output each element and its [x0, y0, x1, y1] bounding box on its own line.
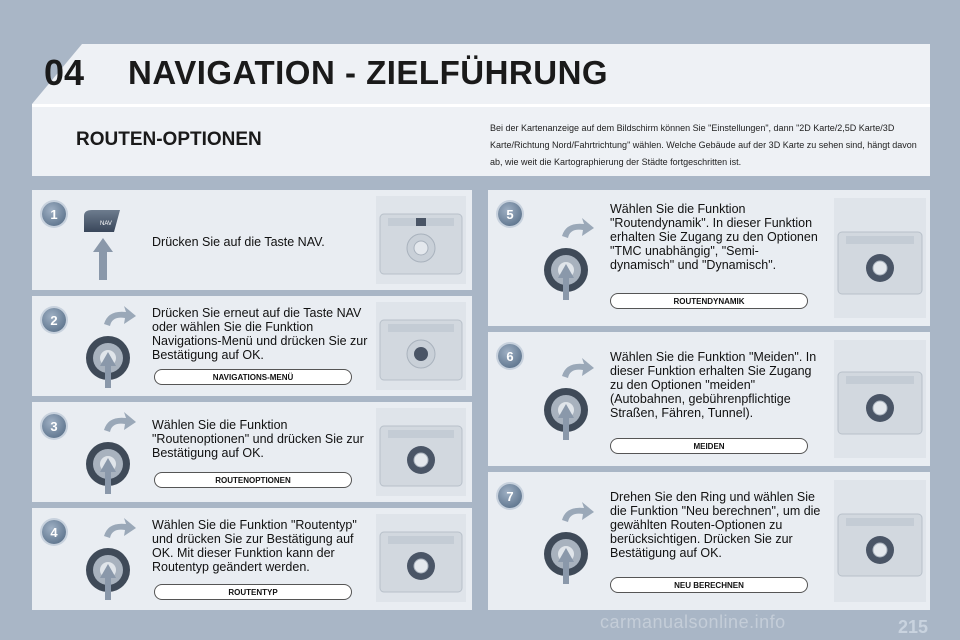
- header-divider: [32, 104, 930, 107]
- menu-label: ROUTENOPTIONEN: [154, 472, 352, 488]
- step-text: Drücken Sie auf die Taste NAV.: [152, 235, 325, 249]
- step-text: Wählen Sie die Funktion "Routentyp" und drücken Sie zur Bestätigung auf OK. Mit dieser Funktion kann der Routentyp geändert werden.: [152, 518, 357, 574]
- radio-panel-icon: [834, 340, 926, 458]
- step-7: [488, 472, 930, 610]
- radio-panel-icon: [834, 198, 926, 318]
- step-number: 1: [42, 202, 66, 226]
- rotary-knob-icon: [82, 514, 142, 604]
- radio-device: [376, 302, 466, 390]
- section-title: ROUTEN-OPTIONEN: [76, 129, 262, 150]
- step-3: [32, 402, 472, 502]
- rotary-knob-icon: [82, 302, 142, 392]
- radio-panel-icon: [834, 480, 926, 602]
- radio-device: [834, 340, 926, 458]
- menu-label: NAVIGATIONS-MENÜ: [154, 369, 352, 385]
- radio-device: [834, 198, 926, 318]
- menu-label: NEU BERECHNEN: [610, 577, 808, 593]
- step-number: 3: [42, 414, 66, 438]
- radio-device: [834, 480, 926, 602]
- step-6: [488, 332, 930, 466]
- intro-text: Bei der Kartenanzeige auf dem Bildschirm können Sie "Einstellungen", dann "2D Karte/2,5D Karte/3D Karte/Richtung Nord/Fahrtrichtung" wählen. Welche Gebäude auf der 3D Karte zu sehen sind, hängt davon ab, wie weit die Kartographierung der Städte fortgeschritten ist.: [490, 123, 917, 167]
- radio-panel-icon: [376, 196, 466, 284]
- menu-label: ROUTENDYNAMIK: [610, 293, 808, 309]
- step-number: 5: [498, 202, 522, 226]
- rotary-knob-icon: [540, 354, 600, 444]
- radio-panel-icon: [376, 408, 466, 496]
- chapter-title: NAVIGATION - ZIELFÜHRUNG: [128, 54, 609, 91]
- menu-label: ROUTENTYP: [154, 584, 352, 600]
- step-4: [32, 508, 472, 610]
- radio-device: [376, 514, 466, 602]
- step-number: 2: [42, 308, 66, 332]
- watermark: carmanualsonline.info: [600, 612, 786, 632]
- nav-key-icon: [80, 202, 126, 282]
- radio-panel-icon: [376, 302, 466, 390]
- step-number: 4: [42, 520, 66, 544]
- rotary-knob-icon: [540, 214, 600, 304]
- step-text: Wählen Sie die Funktion "Routenoptionen" und drücken Sie zur Bestätigung auf OK.: [152, 418, 364, 460]
- rotary-knob-icon: [540, 498, 600, 588]
- step-text: Wählen Sie die Funktion "Routendynamik". In dieser Funktion erhalten Sie Zugang zu den Optionen "TMC unabhängig", "Semi-dynamisch" und "Dynamisch".: [610, 202, 818, 272]
- step-1: [32, 190, 472, 290]
- radio-device: [376, 408, 466, 496]
- radio-device: [376, 196, 466, 284]
- menu-label: MEIDEN: [610, 438, 808, 454]
- chapter-number: 04: [44, 52, 85, 93]
- step-text: Drehen Sie den Ring und wählen Sie die Funktion "Neu berechnen", um die gewählten Routen-Optionen zu berücksichtigen. Drücken Sie zur Bestätigung auf OK.: [610, 490, 821, 560]
- step-5: [488, 190, 930, 326]
- step-2: [32, 296, 472, 396]
- page-number: 215: [897, 617, 928, 637]
- step-text: Drücken Sie erneut auf die Taste NAV oder wählen Sie die Funktion Navigations-Menü und drücken Sie zur Bestätigung auf OK.: [152, 306, 368, 362]
- step-text: Wählen Sie die Funktion "Meiden". In dieser Funktion erhalten Sie Zugang zu den Optionen "meiden" (Autobahnen, gebührenpflichtige Straßen, Fähren, Tunnel).: [610, 350, 817, 420]
- rotary-knob-icon: [82, 408, 142, 498]
- step-number: 6: [498, 344, 522, 368]
- nav-key-label: NAV: [100, 221, 112, 227]
- step-number: 7: [498, 484, 522, 508]
- radio-panel-icon: [376, 514, 466, 602]
